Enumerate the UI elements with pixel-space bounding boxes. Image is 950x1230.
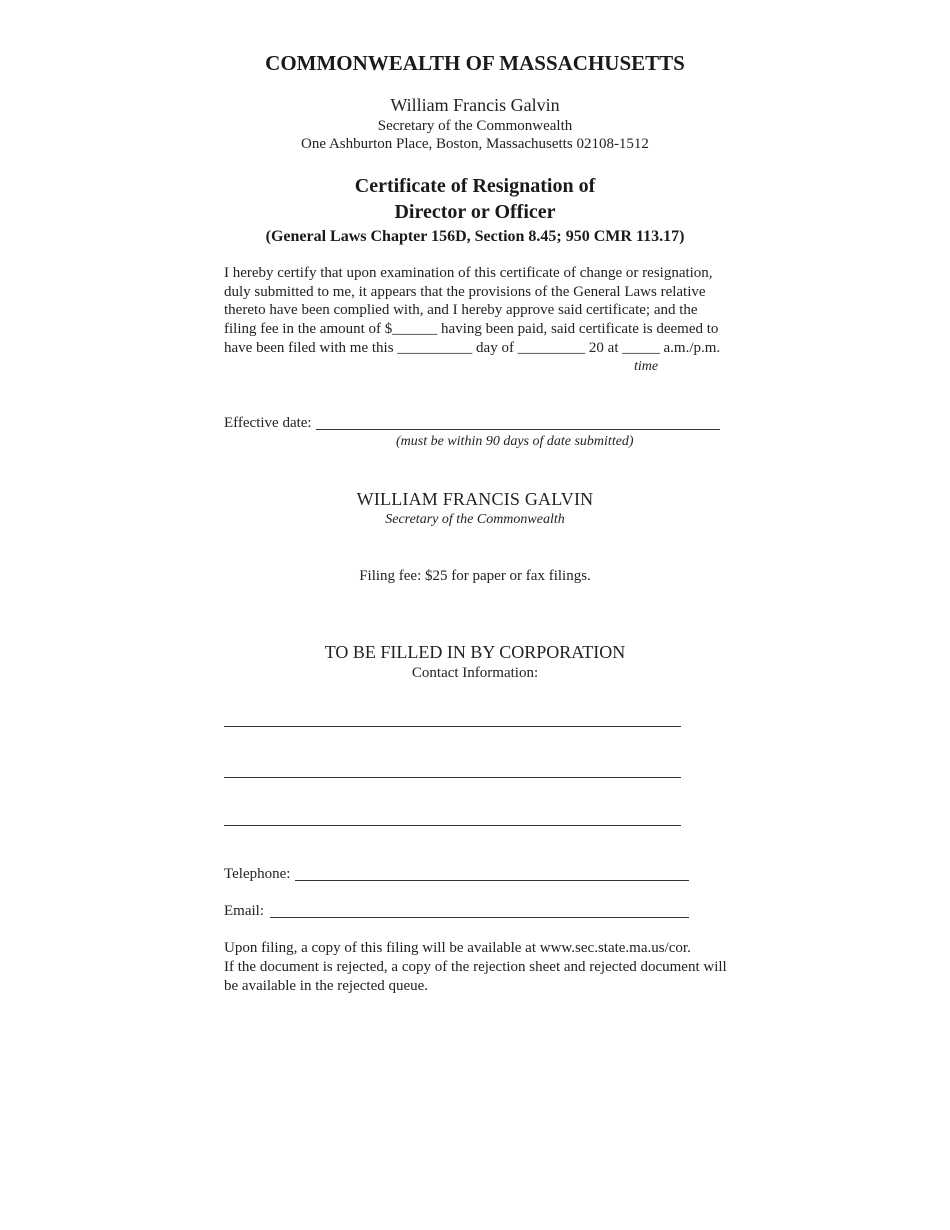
signatory-title: Secretary of the Commonwealth [385, 512, 565, 527]
official-title: Secretary of the Commonwealth [377, 118, 573, 134]
certification-line: filing fee in the amount of $______ having been paid, said certificate is deemed to [224, 321, 719, 337]
contact-line[interactable] [224, 825, 681, 826]
telephone-label: Telephone: [224, 866, 291, 882]
effective-date-line[interactable] [316, 429, 720, 430]
notice-line: If the document is rejected, a copy of the rejection sheet and rejected document will [224, 959, 727, 975]
notice-line: Upon filing, a copy of this filing will be available at www.sec.state.ma.us/cor. [224, 940, 691, 956]
contact-line[interactable] [224, 777, 681, 778]
certification-line: duly submitted to me, it appears that the provisions of the General Laws relative [224, 284, 706, 300]
jurisdiction-heading: COMMONWEALTH OF MASSACHUSETTS [265, 51, 685, 75]
telephone-line[interactable] [295, 880, 689, 881]
certification-line: thereto have been complied with, and I hereby approve said certificate; and the [224, 302, 698, 318]
contact-line[interactable] [224, 726, 681, 727]
office-address: One Ashburton Place, Boston, Massachusetts 02108-1512 [301, 136, 649, 152]
certificate-title-line-1: Certificate of Resignation of [354, 175, 596, 197]
certificate-title-line-2: Director or Officer [394, 201, 556, 223]
email-label: Email: [224, 903, 264, 919]
official-name: William Francis Galvin [390, 95, 560, 115]
certification-line: I hereby certify that upon examination of this certificate of change or resignation, [224, 265, 713, 281]
statute-reference: (General Laws Chapter 156D, Section 8.45; 950 CMR 113.17) [265, 228, 685, 245]
certification-line: have been filed with me this __________ day of _________ 20 at _____ a.m./p.m. [224, 340, 721, 356]
email-line[interactable] [270, 917, 689, 918]
corporation-section-heading: TO BE FILLED IN BY CORPORATION [324, 642, 626, 662]
contact-information-label: Contact Information: [411, 665, 539, 681]
effective-date-note: (must be within 90 days of date submitted) [396, 434, 634, 449]
notice-line: be available in the rejected queue. [224, 978, 429, 994]
signatory-name: WILLIAM FRANCIS GALVIN [356, 489, 594, 509]
time-caption: time [634, 359, 659, 374]
effective-date-label: Effective date: [224, 415, 312, 431]
filing-fee-note: Filing fee: $25 for paper or fax filings. [359, 568, 591, 584]
